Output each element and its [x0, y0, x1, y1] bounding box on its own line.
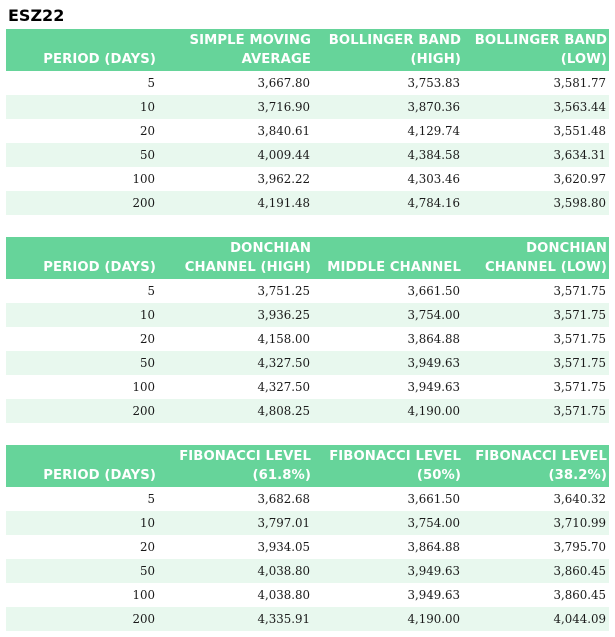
- value-cell: 3,949.63: [313, 375, 463, 399]
- column-header-sma: SIMPLE MOVING AVERAGE: [158, 29, 313, 71]
- value-cell: 3,640.32: [463, 487, 609, 511]
- table-row: [6, 559, 609, 583]
- table-row: [6, 303, 609, 327]
- value-cell: 3,753.83: [313, 71, 463, 95]
- value-cell: 4,384.58: [313, 143, 463, 167]
- value-cell: 3,797.01: [158, 511, 313, 535]
- column-header-bollinger-high: BOLLINGER BAND (HIGH): [313, 29, 463, 71]
- value-cell: 3,795.70: [463, 535, 609, 559]
- value-cell: 4,044.09: [463, 607, 609, 631]
- value-cell: 4,327.50: [158, 375, 313, 399]
- period-cell: 5: [6, 487, 158, 511]
- column-header-donchian-low: DONCHIAN CHANNEL (LOW): [463, 237, 609, 279]
- table-row: [6, 71, 609, 95]
- table-row: [6, 487, 609, 511]
- period-cell: 50: [6, 351, 158, 375]
- value-cell: 3,661.50: [313, 487, 463, 511]
- value-cell: 4,784.16: [313, 191, 463, 215]
- table-row: [6, 143, 609, 167]
- table-row: [6, 279, 609, 303]
- page-title: ESZ22: [8, 6, 65, 25]
- column-header-period: PERIOD (DAYS): [6, 29, 158, 71]
- value-cell: 3,551.48: [463, 119, 609, 143]
- fibonacci-level-table: [6, 445, 609, 631]
- period-cell: 50: [6, 143, 158, 167]
- value-cell: 3,598.80: [463, 191, 609, 215]
- value-cell: 4,191.48: [158, 191, 313, 215]
- period-cell: 100: [6, 375, 158, 399]
- value-cell: 3,754.00: [313, 511, 463, 535]
- value-cell: 4,038.80: [158, 559, 313, 583]
- value-cell: 3,949.63: [313, 559, 463, 583]
- value-cell: 3,840.61: [158, 119, 313, 143]
- period-cell: 10: [6, 511, 158, 535]
- column-header-fib-382: FIBONACCI LEVEL (38.2%): [463, 445, 609, 487]
- value-cell: 3,634.31: [463, 143, 609, 167]
- table-row: [6, 167, 609, 191]
- period-cell: 5: [6, 279, 158, 303]
- column-header-period: PERIOD (DAYS): [6, 237, 158, 279]
- value-cell: 3,949.63: [313, 583, 463, 607]
- value-cell: 3,860.45: [463, 583, 609, 607]
- column-header-donchian-high: DONCHIAN CHANNEL (HIGH): [158, 237, 313, 279]
- value-cell: 3,563.44: [463, 95, 609, 119]
- value-cell: 3,581.77: [463, 71, 609, 95]
- donchian-channel-table: [6, 237, 609, 423]
- value-cell: 3,860.45: [463, 559, 609, 583]
- period-cell: 200: [6, 399, 158, 423]
- period-cell: 20: [6, 327, 158, 351]
- table-row: [6, 399, 609, 423]
- value-cell: 4,158.00: [158, 327, 313, 351]
- value-cell: 3,754.00: [313, 303, 463, 327]
- period-cell: 10: [6, 303, 158, 327]
- value-cell: 4,335.91: [158, 607, 313, 631]
- value-cell: 3,870.36: [313, 95, 463, 119]
- table-row: [6, 375, 609, 399]
- value-cell: 3,571.75: [463, 399, 609, 423]
- column-header-period: PERIOD (DAYS): [6, 445, 158, 487]
- value-cell: 3,864.88: [313, 327, 463, 351]
- value-cell: 3,571.75: [463, 375, 609, 399]
- period-cell: 20: [6, 119, 158, 143]
- table-row: [6, 191, 609, 215]
- table-row: [6, 583, 609, 607]
- value-cell: 3,571.75: [463, 351, 609, 375]
- value-cell: 4,129.74: [313, 119, 463, 143]
- value-cell: 3,864.88: [313, 535, 463, 559]
- column-header-fib-618: FIBONACCI LEVEL (61.8%): [158, 445, 313, 487]
- column-header-fib-50: FIBONACCI LEVEL (50%): [313, 445, 463, 487]
- period-cell: 10: [6, 95, 158, 119]
- table-row: [6, 327, 609, 351]
- table-row: [6, 351, 609, 375]
- table-header-row: [6, 29, 609, 71]
- value-cell: 3,716.90: [158, 95, 313, 119]
- value-cell: 3,620.97: [463, 167, 609, 191]
- period-cell: 200: [6, 607, 158, 631]
- value-cell: 4,327.50: [158, 351, 313, 375]
- value-cell: 4,190.00: [313, 607, 463, 631]
- period-cell: 100: [6, 583, 158, 607]
- value-cell: 3,934.05: [158, 535, 313, 559]
- value-cell: 3,571.75: [463, 279, 609, 303]
- period-cell: 200: [6, 191, 158, 215]
- value-cell: 3,962.22: [158, 167, 313, 191]
- value-cell: 3,682.68: [158, 487, 313, 511]
- value-cell: 3,949.63: [313, 351, 463, 375]
- table-header-row: [6, 445, 609, 487]
- period-cell: 5: [6, 71, 158, 95]
- period-cell: 100: [6, 167, 158, 191]
- value-cell: 4,303.46: [313, 167, 463, 191]
- column-header-middle-channel: MIDDLE CHANNEL: [313, 237, 463, 279]
- table-header-row: [6, 237, 609, 279]
- value-cell: 4,808.25: [158, 399, 313, 423]
- value-cell: 3,571.75: [463, 327, 609, 351]
- column-header-bollinger-low: BOLLINGER BAND (LOW): [463, 29, 609, 71]
- value-cell: 4,190.00: [313, 399, 463, 423]
- value-cell: 3,710.99: [463, 511, 609, 535]
- table-row: [6, 607, 609, 631]
- period-cell: 20: [6, 535, 158, 559]
- table-row: [6, 511, 609, 535]
- moving-average-table: [6, 29, 609, 215]
- value-cell: 4,038.80: [158, 583, 313, 607]
- value-cell: 3,751.25: [158, 279, 313, 303]
- value-cell: 3,661.50: [313, 279, 463, 303]
- table-row: [6, 535, 609, 559]
- table-row: [6, 119, 609, 143]
- value-cell: 4,009.44: [158, 143, 313, 167]
- period-cell: 50: [6, 559, 158, 583]
- table-row: [6, 95, 609, 119]
- value-cell: 3,936.25: [158, 303, 313, 327]
- value-cell: 3,667.80: [158, 71, 313, 95]
- value-cell: 3,571.75: [463, 303, 609, 327]
